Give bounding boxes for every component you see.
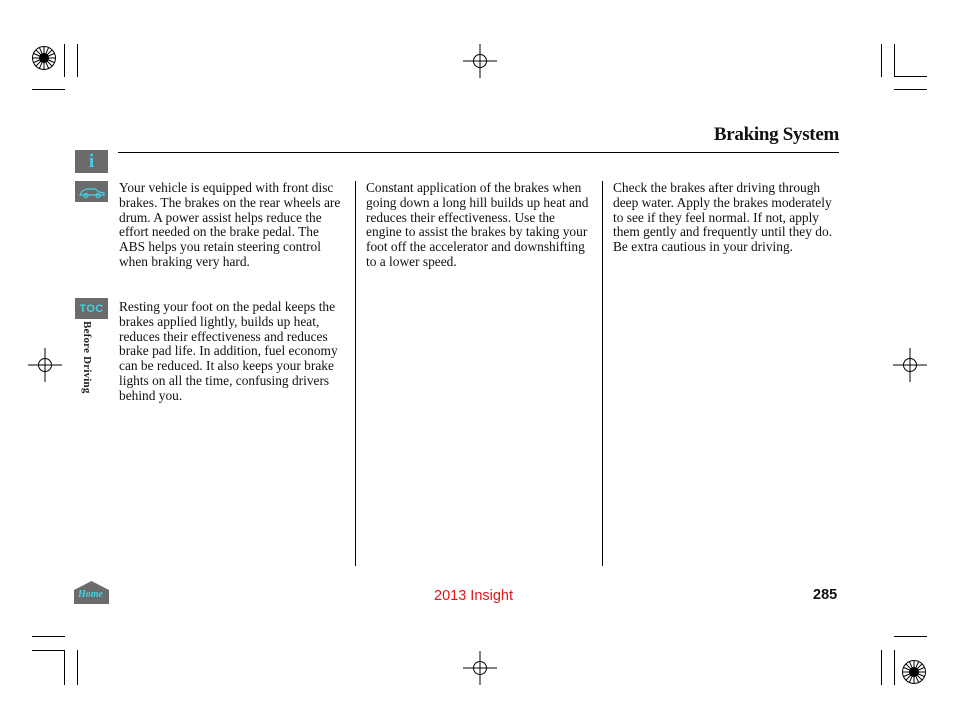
toc-button[interactable] [75,298,108,319]
header-rule [118,152,839,153]
registration-crosshair-icon [463,44,497,78]
page-title: Braking System [713,124,839,145]
registration-starburst-icon [31,45,57,71]
section-label: Before Driving [81,321,93,394]
paragraph: Your vehicle is equipped with front disc brakes. The brakes on the rear wheels are drum. A power assist helps reduce the effort needed on the brake pedal. The ABS helps you retain steering control when braking very hard. [119,180,341,269]
info-icon: i [88,151,95,172]
info-button[interactable] [75,150,108,173]
registration-starburst-icon [901,659,927,685]
footer-model-name: 2013 Insight [434,588,514,604]
toc-label: TOC [79,302,104,315]
registration-crosshair-icon [893,348,927,382]
paragraph: Constant application of the brakes when going down a long hill builds up heat and reduces their effectiveness. Use the engine to assist the brakes by taking your foot off the accelerator and downshifting to a lower speed. [366,180,589,269]
vehicle-index-button[interactable] [75,181,108,202]
home-button[interactable] [74,581,109,604]
registration-crosshair-icon [28,348,62,382]
column-divider [602,181,603,566]
registration-crosshair-icon [463,651,497,685]
paragraph: Resting your foot on the pedal keeps the brakes applied lightly, builds up heat, reduces their effectiveness and reduces brake pad life. In addition, fuel economy can be reduced. It also keeps your brake lights on all the time, confusing drivers behind you. [119,299,338,403]
home-label: Home [78,589,103,600]
page-number: 285 [813,587,838,603]
paragraph: Check the brakes after driving through deep water. Apply the brakes moderately to see if they feel normal. If not, apply them gently and frequently until they do. Be extra cautious in your driving. [613,180,833,255]
column-divider [355,181,356,566]
car-icon [78,185,106,199]
